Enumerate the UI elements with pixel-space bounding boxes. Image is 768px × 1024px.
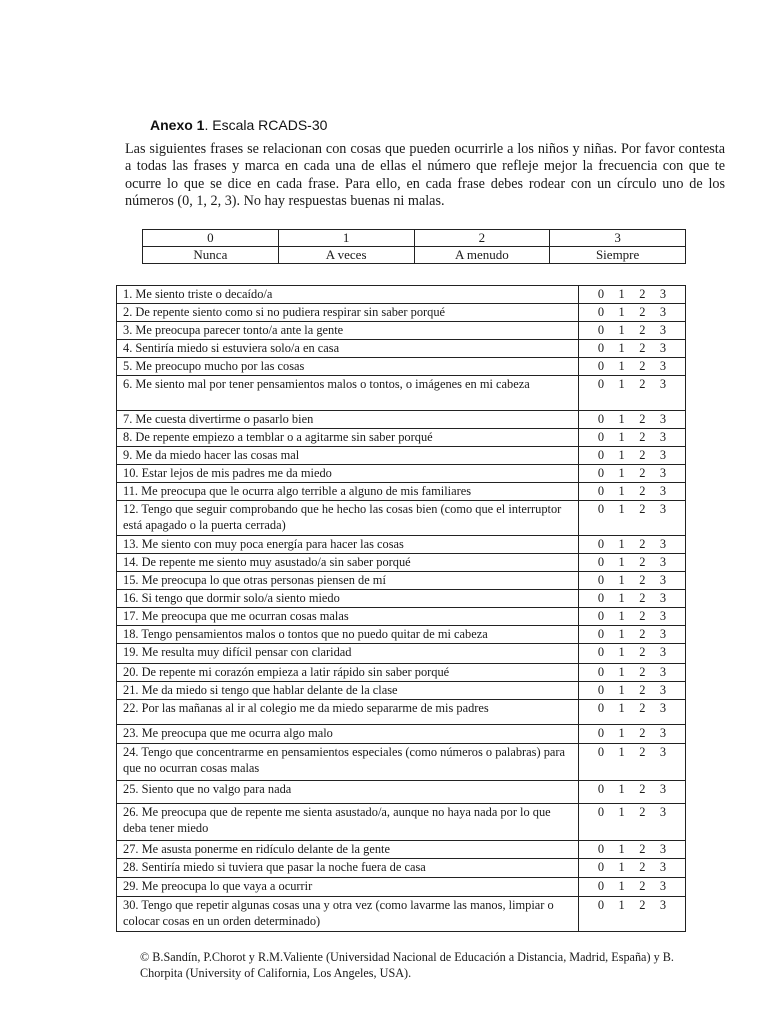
response-number-1[interactable]: 1 — [618, 591, 625, 605]
response-number-3[interactable]: 3 — [659, 898, 667, 912]
response-number-0[interactable]: 0 — [597, 898, 605, 912]
item-text: 5. Me preocupo mucho por las cosas — [117, 358, 579, 376]
item-response-options — [579, 304, 686, 322]
response-number-3[interactable]: 3 — [659, 412, 667, 426]
response-number-3[interactable]: 3 — [659, 305, 667, 319]
response-number-2[interactable]: 2 — [639, 537, 646, 551]
response-number-1[interactable]: 1 — [618, 412, 625, 426]
item-response-options — [579, 878, 686, 897]
item-response-options — [579, 429, 686, 447]
response-number-3[interactable]: 3 — [659, 537, 667, 551]
item-response-options — [579, 590, 686, 608]
response-number-1[interactable]: 1 — [618, 555, 625, 569]
response-number-group — [579, 429, 685, 445]
table-row — [117, 700, 686, 725]
item-text: 20. De repente mi corazón empieza a latir rápido sin saber porqué — [117, 664, 579, 682]
response-number-2[interactable]: 2 — [639, 782, 646, 796]
item-text: 2. De repente siento como si no pudiera respirar sin saber porqué — [117, 304, 579, 322]
response-number-3[interactable]: 3 — [659, 782, 667, 796]
response-number-1[interactable]: 1 — [618, 898, 625, 912]
response-number-0[interactable]: 0 — [597, 359, 605, 373]
response-number-group — [579, 608, 685, 624]
response-number-3[interactable]: 3 — [659, 745, 667, 759]
response-number-0[interactable]: 0 — [597, 430, 605, 444]
item-text: 23. Me preocupa que me ocurra algo malo — [117, 725, 579, 744]
response-number-2[interactable]: 2 — [639, 341, 646, 355]
response-number-group — [579, 664, 685, 680]
response-number-group — [579, 700, 685, 716]
response-number-group — [579, 536, 685, 552]
response-number-0[interactable]: 0 — [597, 683, 605, 697]
response-number-0[interactable]: 0 — [597, 591, 605, 605]
item-response-options — [579, 411, 686, 429]
response-number-0[interactable]: 0 — [597, 645, 605, 659]
response-number-3[interactable]: 3 — [659, 842, 667, 856]
response-number-2[interactable]: 2 — [639, 665, 646, 679]
item-response-options — [579, 664, 686, 682]
table-row — [117, 725, 686, 744]
item-text: 3. Me preocupa parecer tonto/a ante la gente — [117, 322, 579, 340]
response-number-1[interactable]: 1 — [618, 683, 625, 697]
response-number-group — [579, 590, 685, 606]
item-text: 25. Siento que no valgo para nada — [117, 781, 579, 804]
response-number-1[interactable]: 1 — [618, 484, 625, 498]
response-number-0[interactable]: 0 — [597, 448, 605, 462]
response-number-2[interactable]: 2 — [639, 484, 646, 498]
item-text: 27. Me asusta ponerme en ridículo delante de la gente — [117, 841, 579, 859]
response-number-0[interactable]: 0 — [597, 879, 605, 893]
item-text: 4. Sentiría miedo si estuviera solo/a en casa — [117, 340, 579, 358]
table-row — [117, 536, 686, 554]
response-number-1[interactable]: 1 — [618, 448, 625, 462]
response-number-1[interactable]: 1 — [618, 665, 625, 679]
response-number-1[interactable]: 1 — [618, 860, 625, 874]
table-row — [117, 358, 686, 376]
annex-heading-rest: . Escala RCADS-30 — [204, 117, 328, 133]
response-number-0[interactable]: 0 — [597, 842, 605, 856]
response-number-3[interactable]: 3 — [659, 591, 667, 605]
response-number-group — [579, 644, 685, 660]
response-number-1[interactable]: 1 — [618, 745, 625, 759]
item-response-options — [579, 841, 686, 859]
table-row — [117, 322, 686, 340]
item-response-options — [579, 554, 686, 572]
response-number-3[interactable]: 3 — [659, 359, 667, 373]
table-row — [117, 644, 686, 664]
response-number-2[interactable]: 2 — [639, 412, 646, 426]
response-number-group — [579, 376, 685, 392]
response-number-3[interactable]: 3 — [659, 466, 667, 480]
table-row — [117, 340, 686, 358]
table-row — [117, 304, 686, 322]
response-number-2[interactable]: 2 — [639, 323, 646, 337]
response-number-0[interactable]: 0 — [597, 609, 605, 623]
response-number-group — [579, 859, 685, 875]
response-number-3[interactable]: 3 — [659, 341, 667, 355]
response-number-2[interactable]: 2 — [639, 359, 646, 373]
table-row — [117, 554, 686, 572]
response-number-1[interactable]: 1 — [618, 701, 625, 715]
response-number-group — [579, 897, 685, 913]
response-number-2[interactable]: 2 — [639, 726, 646, 740]
scale-number: 2 — [414, 230, 550, 247]
item-response-options — [579, 465, 686, 483]
response-number-0[interactable]: 0 — [597, 323, 605, 337]
response-number-group — [579, 501, 685, 517]
questionnaire-items-table — [116, 285, 686, 932]
response-number-1[interactable]: 1 — [618, 502, 625, 516]
item-text: 24. Tengo que concentrarme en pensamientos especiales (como números o palabras) para que no ocurran cosas malas — [117, 744, 579, 781]
response-number-group — [579, 626, 685, 642]
response-number-2[interactable]: 2 — [639, 842, 646, 856]
response-number-group — [579, 554, 685, 570]
response-number-1[interactable]: 1 — [618, 842, 625, 856]
response-number-1[interactable]: 1 — [618, 377, 625, 391]
table-row — [117, 878, 686, 897]
response-number-1[interactable]: 1 — [618, 805, 625, 819]
item-response-options — [579, 536, 686, 554]
response-number-2[interactable]: 2 — [639, 805, 646, 819]
item-text: 10. Estar lejos de mis padres me da miedo — [117, 465, 579, 483]
response-number-1[interactable]: 1 — [618, 466, 625, 480]
response-number-3[interactable]: 3 — [659, 573, 667, 587]
item-response-options — [579, 725, 686, 744]
response-number-0[interactable]: 0 — [597, 341, 605, 355]
item-text: 28. Sentiría miedo si tuviera que pasar la noche fuera de casa — [117, 859, 579, 878]
item-response-options — [579, 700, 686, 725]
item-response-options — [579, 483, 686, 501]
table-row — [117, 608, 686, 626]
scale-label: A menudo — [414, 247, 550, 264]
response-number-0[interactable]: 0 — [597, 537, 605, 551]
item-response-options — [579, 804, 686, 841]
response-number-0[interactable]: 0 — [597, 701, 605, 715]
response-number-1[interactable]: 1 — [618, 879, 625, 893]
response-number-3[interactable]: 3 — [659, 665, 667, 679]
response-number-0[interactable]: 0 — [597, 573, 605, 587]
response-number-1[interactable]: 1 — [618, 305, 625, 319]
response-number-0[interactable]: 0 — [597, 502, 605, 516]
table-row — [117, 804, 686, 841]
response-number-0[interactable]: 0 — [597, 665, 605, 679]
response-number-0[interactable]: 0 — [597, 466, 605, 480]
response-number-2[interactable]: 2 — [639, 573, 646, 587]
item-text: 21. Me da miedo si tengo que hablar delante de la clase — [117, 682, 579, 700]
response-number-3[interactable]: 3 — [659, 879, 667, 893]
response-number-3[interactable]: 3 — [659, 377, 667, 391]
response-number-2[interactable]: 2 — [639, 448, 646, 462]
item-response-options — [579, 322, 686, 340]
table-row — [117, 447, 686, 465]
response-number-2[interactable]: 2 — [639, 745, 646, 759]
response-number-1[interactable]: 1 — [618, 323, 625, 337]
annex-heading-bold: Anexo 1 — [150, 117, 205, 133]
response-number-group — [579, 841, 685, 857]
response-number-3[interactable]: 3 — [659, 726, 667, 740]
item-response-options — [579, 644, 686, 664]
item-text: 26. Me preocupa que de repente me sienta asustado/a, aunque no haya nada por lo que deba tener miedo — [117, 804, 579, 841]
response-number-group — [579, 340, 685, 356]
response-number-group — [579, 358, 685, 374]
response-number-0[interactable]: 0 — [597, 726, 605, 740]
response-number-1[interactable]: 1 — [618, 430, 625, 444]
response-number-0[interactable]: 0 — [597, 305, 605, 319]
item-text: 7. Me cuesta divertirme o pasarlo bien — [117, 411, 579, 429]
item-text: 1. Me siento triste o decaído/a — [117, 286, 579, 304]
item-response-options — [579, 286, 686, 304]
response-number-2[interactable]: 2 — [639, 898, 646, 912]
item-response-options — [579, 859, 686, 878]
scale-label: Nunca — [143, 247, 279, 264]
item-response-options — [579, 682, 686, 700]
response-number-3[interactable]: 3 — [659, 609, 667, 623]
frequency-scale-table — [142, 229, 686, 264]
table-row — [117, 781, 686, 804]
response-number-group — [579, 878, 685, 894]
response-number-0[interactable]: 0 — [597, 805, 605, 819]
table-row — [117, 590, 686, 608]
response-number-3[interactable]: 3 — [659, 287, 667, 301]
scale-label: A veces — [278, 247, 414, 264]
response-number-group — [579, 304, 685, 320]
response-number-group — [579, 483, 685, 499]
response-number-group — [579, 322, 685, 338]
item-text: 17. Me preocupa que me ocurran cosas malas — [117, 608, 579, 626]
response-number-2[interactable]: 2 — [639, 879, 646, 893]
item-text: 30. Tengo que repetir algunas cosas una y otra vez (como lavarme las manos, limpiar o colocar cosas en un orden determinado) — [117, 897, 579, 932]
response-number-1[interactable]: 1 — [618, 287, 625, 301]
response-number-group — [579, 744, 685, 760]
response-number-2[interactable]: 2 — [639, 683, 646, 697]
response-number-group — [579, 804, 685, 820]
item-response-options — [579, 744, 686, 781]
intro-paragraph: Las siguientes frases se relacionan con cosas que pueden ocurrirle a los niños y niñas. Por favor contesta a todas las frases y marca en cada una de ellas el número que refleje mejor la frecuencia con que te ocurre lo que se dice en cada frase. Para ello, en cada frase debes rodear con un círculo uno de los números (0, 1, 2, 3). No hay respuestas buenas ni malas. — [125, 141, 725, 210]
response-number-3[interactable]: 3 — [659, 555, 667, 569]
item-response-options — [579, 572, 686, 590]
response-number-group — [579, 465, 685, 481]
response-number-2[interactable]: 2 — [639, 555, 646, 569]
response-number-2[interactable]: 2 — [639, 609, 646, 623]
response-number-group — [579, 781, 685, 797]
table-row — [117, 411, 686, 429]
response-number-2[interactable]: 2 — [639, 287, 646, 301]
table-row — [117, 682, 686, 700]
response-number-3[interactable]: 3 — [659, 805, 667, 819]
response-number-0[interactable]: 0 — [597, 484, 605, 498]
response-number-group — [579, 286, 685, 302]
scale-number-row — [143, 230, 686, 247]
item-response-options — [579, 358, 686, 376]
response-number-2[interactable]: 2 — [639, 305, 646, 319]
response-number-0[interactable]: 0 — [597, 745, 605, 759]
response-number-group — [579, 682, 685, 698]
response-number-1[interactable]: 1 — [618, 782, 625, 796]
response-number-group — [579, 725, 685, 741]
scale-number: 3 — [550, 230, 686, 247]
table-row — [117, 483, 686, 501]
response-number-3[interactable]: 3 — [659, 860, 667, 874]
response-number-1[interactable]: 1 — [618, 573, 625, 587]
table-row — [117, 897, 686, 932]
copyright-footer: © B.Sandín, P.Chorot y R.M.Valiente (Universidad Nacional de Educación a Distancia, Madrid, España) y B. Chorpita (University of California, Los Angeles, USA). — [140, 950, 674, 980]
response-number-1[interactable]: 1 — [618, 726, 625, 740]
response-number-group — [579, 411, 685, 427]
table-row — [117, 286, 686, 304]
annex-heading — [150, 117, 327, 133]
item-response-options — [579, 897, 686, 932]
response-number-3[interactable]: 3 — [659, 627, 667, 641]
response-number-0[interactable]: 0 — [597, 627, 605, 641]
table-row — [117, 429, 686, 447]
response-number-group — [579, 572, 685, 588]
scale-number: 0 — [143, 230, 279, 247]
table-row — [117, 376, 686, 411]
response-number-0[interactable]: 0 — [597, 555, 605, 569]
response-number-3[interactable]: 3 — [659, 701, 667, 715]
response-number-0[interactable]: 0 — [597, 782, 605, 796]
response-number-1[interactable]: 1 — [618, 359, 625, 373]
item-response-options — [579, 340, 686, 358]
item-text: 11. Me preocupa que le ocurra algo terrible a alguno de mis familiares — [117, 483, 579, 501]
response-number-2[interactable]: 2 — [639, 502, 646, 516]
item-response-options — [579, 626, 686, 644]
table-row — [117, 744, 686, 781]
item-text: 13. Me siento con muy poca energía para hacer las cosas — [117, 536, 579, 554]
table-row — [117, 841, 686, 859]
response-number-3[interactable]: 3 — [659, 323, 667, 337]
table-row — [117, 572, 686, 590]
response-number-2[interactable]: 2 — [639, 466, 646, 480]
response-number-1[interactable]: 1 — [618, 537, 625, 551]
table-row — [117, 465, 686, 483]
response-number-3[interactable]: 3 — [659, 484, 667, 498]
item-text: 19. Me resulta muy difícil pensar con claridad — [117, 644, 579, 664]
table-row — [117, 626, 686, 644]
response-number-3[interactable]: 3 — [659, 502, 667, 516]
item-text: 14. De repente me siento muy asustado/a sin saber porqué — [117, 554, 579, 572]
response-number-1[interactable]: 1 — [618, 627, 625, 641]
response-number-2[interactable]: 2 — [639, 860, 646, 874]
response-number-2[interactable]: 2 — [639, 377, 646, 391]
item-response-options — [579, 376, 686, 411]
scale-label: Siempre — [550, 247, 686, 264]
scale-number: 1 — [278, 230, 414, 247]
item-response-options — [579, 781, 686, 804]
item-response-options — [579, 608, 686, 626]
table-row — [117, 859, 686, 878]
response-number-0[interactable]: 0 — [597, 412, 605, 426]
response-number-group — [579, 447, 685, 463]
response-number-3[interactable]: 3 — [659, 645, 667, 659]
item-response-options — [579, 447, 686, 465]
response-number-2[interactable]: 2 — [639, 701, 646, 715]
response-number-2[interactable]: 2 — [639, 430, 646, 444]
item-text: 18. Tengo pensamientos malos o tontos que no puedo quitar de mi cabeza — [117, 626, 579, 644]
item-text: 12. Tengo que seguir comprobando que he hecho las cosas bien (como que el interruptor está apagado o la puerta cerrada) — [117, 501, 579, 536]
response-number-2[interactable]: 2 — [639, 627, 646, 641]
response-number-3[interactable]: 3 — [659, 448, 667, 462]
response-number-0[interactable]: 0 — [597, 287, 605, 301]
item-response-options — [579, 501, 686, 536]
response-number-2[interactable]: 2 — [639, 591, 646, 605]
table-row — [117, 501, 686, 536]
item-text: 22. Por las mañanas al ir al colegio me da miedo separarme de mis padres — [117, 700, 579, 725]
item-text: 6. Me siento mal por tener pensamientos malos o tontos, o imágenes en mi cabeza — [117, 376, 579, 411]
response-number-0[interactable]: 0 — [597, 860, 605, 874]
item-text: 16. Si tengo que dormir solo/a siento miedo — [117, 590, 579, 608]
scale-label-row — [143, 247, 686, 264]
item-text: 9. Me da miedo hacer las cosas mal — [117, 447, 579, 465]
item-text: 15. Me preocupa lo que otras personas piensen de mí — [117, 572, 579, 590]
response-number-0[interactable]: 0 — [597, 377, 605, 391]
response-number-2[interactable]: 2 — [639, 645, 646, 659]
response-number-3[interactable]: 3 — [659, 683, 667, 697]
table-row — [117, 664, 686, 682]
response-number-1[interactable]: 1 — [618, 609, 625, 623]
response-number-3[interactable]: 3 — [659, 430, 667, 444]
response-number-1[interactable]: 1 — [618, 645, 625, 659]
item-text: 29. Me preocupa lo que vaya a ocurrir — [117, 878, 579, 897]
item-text: 8. De repente empiezo a temblar o a agitarme sin saber porqué — [117, 429, 579, 447]
response-number-1[interactable]: 1 — [618, 341, 625, 355]
